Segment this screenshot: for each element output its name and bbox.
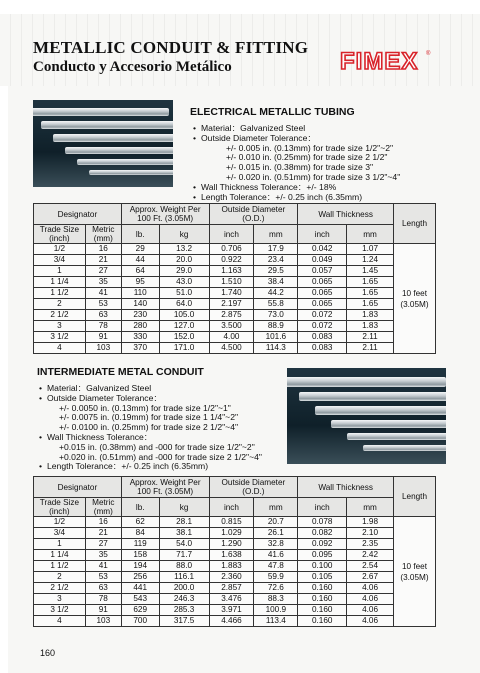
- table-row: [34, 321, 436, 332]
- pipe-image: [53, 134, 173, 142]
- cell-od-inch: 4.466: [209, 616, 254, 627]
- cell-od-inch: 1.638: [209, 550, 254, 561]
- cell-weight-kg: 88.0: [159, 561, 209, 572]
- cell-trade-size: 1/2: [34, 244, 86, 255]
- cell-weight-kg: 13.2: [159, 244, 209, 255]
- cell-od-mm: 113.4: [254, 616, 298, 627]
- cell-wall-inch: 0.065: [298, 299, 347, 310]
- cell-weight-kg: 29.0: [159, 266, 209, 277]
- cell-weight-kg: 28.1: [159, 517, 209, 528]
- emt-spec-list: [193, 124, 400, 202]
- cell-metric-size: 53: [85, 572, 121, 583]
- table-row: [34, 310, 436, 321]
- cell-od-mm: 38.4: [254, 277, 298, 288]
- table-row: [34, 583, 436, 594]
- cell-od-mm: 17.9: [254, 244, 298, 255]
- col-trade-size: Trade Size (inch): [34, 498, 86, 517]
- col-wall-mm: mm: [347, 225, 394, 244]
- cell-weight-lb: 194: [121, 561, 159, 572]
- cell-weight-lb: 158: [121, 550, 159, 561]
- cell-wall-inch: 0.078: [298, 517, 347, 528]
- cell-wall-mm: 2.11: [347, 343, 394, 354]
- cell-od-inch: 1.163: [209, 266, 254, 277]
- spec-sub-item: +0.020 in. (0.51mm) and -000 for trade size 2 1/2"~4": [59, 451, 262, 462]
- pipe-image: [331, 420, 446, 428]
- cell-weight-lb: 370: [121, 343, 159, 354]
- table-row: [34, 528, 436, 539]
- cell-weight-kg: 51.0: [159, 288, 209, 299]
- cell-wall-inch: 0.105: [298, 572, 347, 583]
- cell-od-inch: 1.029: [209, 528, 254, 539]
- cell-metric-size: 78: [85, 594, 121, 605]
- cell-weight-lb: 84: [121, 528, 159, 539]
- spec-bullet: • Outside Diameter Tolerance：: [39, 394, 262, 404]
- logo-registered-mark: ®: [426, 51, 431, 57]
- cell-wall-mm: 2.67: [347, 572, 394, 583]
- cell-od-mm: 100.9: [254, 605, 298, 616]
- cell-weight-kg: 64.0: [159, 299, 209, 310]
- col-length: Length: [393, 204, 435, 244]
- cell-metric-size: 63: [85, 583, 121, 594]
- cell-metric-size: 103: [85, 343, 121, 354]
- cell-weight-lb: 44: [121, 255, 159, 266]
- cell-weight-lb: 330: [121, 332, 159, 343]
- cell-wall-mm: 1.45: [347, 266, 394, 277]
- cell-wall-mm: 4.06: [347, 605, 394, 616]
- logo-text: FIMEX: [340, 48, 419, 73]
- table-row: [34, 605, 436, 616]
- cell-wall-mm: 1.65: [347, 288, 394, 299]
- cell-wall-inch: 0.083: [298, 332, 347, 343]
- emt-heading: ELECTRICAL METALLIC TUBING: [190, 106, 355, 118]
- table-row: [34, 244, 436, 255]
- col-lb: lb.: [121, 225, 159, 244]
- cell-trade-size: 3 1/2: [34, 332, 86, 343]
- cell-wall-mm: 2.42: [347, 550, 394, 561]
- cell-metric-size: 63: [85, 310, 121, 321]
- cell-wall-inch: 0.042: [298, 244, 347, 255]
- cell-od-inch: 2.857: [209, 583, 254, 594]
- cell-od-mm: 32.8: [254, 539, 298, 550]
- cell-weight-lb: 95: [121, 277, 159, 288]
- cell-od-mm: 20.7: [254, 517, 298, 528]
- cell-od-mm: 29.5: [254, 266, 298, 277]
- cell-wall-inch: 0.057: [298, 266, 347, 277]
- spec-bullet: • Wall Thickness Tolerance：: [39, 433, 262, 443]
- cell-weight-lb: 230: [121, 310, 159, 321]
- cell-od-mm: 55.8: [254, 299, 298, 310]
- cell-weight-lb: 700: [121, 616, 159, 627]
- col-metric: Metric (mm): [85, 225, 121, 244]
- cell-weight-kg: 71.7: [159, 550, 209, 561]
- pipe-image: [347, 433, 446, 440]
- cell-od-mm: 88.9: [254, 321, 298, 332]
- cell-weight-kg: 200.0: [159, 583, 209, 594]
- table-row: [34, 266, 436, 277]
- cell-od-inch: 2.197: [209, 299, 254, 310]
- col-kg: kg: [159, 498, 209, 517]
- col-weight: Approx. Weight Per 100 Ft. (3.05M): [121, 204, 209, 225]
- col-od-mm: mm: [254, 225, 298, 244]
- table-row: [34, 616, 436, 627]
- cell-od-inch: 4.00: [209, 332, 254, 343]
- cell-metric-size: 53: [85, 299, 121, 310]
- col-outside-diameter: Outside Diameter (O.D.): [209, 477, 298, 498]
- cell-trade-size: 3: [34, 321, 86, 332]
- spec-bullet: • Outside Diameter Tolerance：: [193, 134, 400, 144]
- cell-weight-kg: 246.3: [159, 594, 209, 605]
- cell-wall-mm: 1.24: [347, 255, 394, 266]
- cell-weight-kg: 43.0: [159, 277, 209, 288]
- cell-metric-size: 91: [85, 332, 121, 343]
- cell-od-inch: 3.476: [209, 594, 254, 605]
- cell-metric-size: 78: [85, 321, 121, 332]
- cell-od-mm: 47.8: [254, 561, 298, 572]
- cell-weight-kg: 20.0: [159, 255, 209, 266]
- cell-od-mm: 23.4: [254, 255, 298, 266]
- spec-sub-item: +/- 0.020 in. (0.51mm) for trade size 3 1/2"~4": [226, 171, 401, 182]
- col-wall-mm: mm: [347, 498, 394, 517]
- spec-bullet: • Length Tolerance：+/- 0.25 inch (6.35mm): [193, 193, 400, 203]
- cell-wall-inch: 0.160: [298, 583, 347, 594]
- cell-wall-mm: 1.65: [347, 277, 394, 288]
- table-row: [34, 550, 436, 561]
- cell-weight-kg: 105.0: [159, 310, 209, 321]
- emt-spec-table: [33, 203, 436, 354]
- cell-trade-size: 4: [34, 616, 86, 627]
- cell-trade-size: 3: [34, 594, 86, 605]
- pipe-image: [363, 445, 446, 451]
- cell-metric-size: 27: [85, 539, 121, 550]
- cell-trade-size: 2: [34, 299, 86, 310]
- cell-od-mm: 44.2: [254, 288, 298, 299]
- cell-trade-size: 1 1/4: [34, 277, 86, 288]
- pipe-image: [65, 147, 173, 154]
- cell-weight-lb: 64: [121, 266, 159, 277]
- cell-weight-kg: 54.0: [159, 539, 209, 550]
- col-outside-diameter: Outside Diameter (O.D.): [209, 204, 298, 225]
- cell-metric-size: 35: [85, 550, 121, 561]
- cell-wall-mm: 4.06: [347, 594, 394, 605]
- pipe-image: [33, 108, 169, 116]
- cell-wall-mm: 1.83: [347, 321, 394, 332]
- cell-trade-size: 1/2: [34, 517, 86, 528]
- cell-metric-size: 16: [85, 244, 121, 255]
- cell-od-inch: 1.510: [209, 277, 254, 288]
- cell-metric-size: 21: [85, 255, 121, 266]
- cell-od-mm: 88.3: [254, 594, 298, 605]
- cell-od-inch: 1.740: [209, 288, 254, 299]
- cell-wall-inch: 0.160: [298, 605, 347, 616]
- cell-od-inch: 0.922: [209, 255, 254, 266]
- cell-trade-size: 3/4: [34, 255, 86, 266]
- spec-bullet: • Wall Thickness Tolerance：+/- 18%: [193, 183, 400, 193]
- emt-photo: [33, 100, 173, 187]
- cell-od-inch: 2.875: [209, 310, 254, 321]
- cell-wall-mm: 2.54: [347, 561, 394, 572]
- pipe-image: [287, 377, 446, 387]
- cell-trade-size: 1: [34, 539, 86, 550]
- cell-wall-inch: 0.072: [298, 310, 347, 321]
- cell-wall-mm: 4.06: [347, 616, 394, 627]
- cell-wall-mm: 1.98: [347, 517, 394, 528]
- cell-weight-kg: 116.1: [159, 572, 209, 583]
- cell-weight-lb: 119: [121, 539, 159, 550]
- table-row: [34, 288, 436, 299]
- cell-trade-size: 3 1/2: [34, 605, 86, 616]
- spec-sub-item: +/- 0.015 in. (0.38mm) for trade size 3": [226, 162, 374, 173]
- cell-trade-size: 1: [34, 266, 86, 277]
- spec-bullet: • Length Tolerance：+/- 0.25 inch (6.35mm): [39, 462, 262, 472]
- col-designator: Designator: [34, 204, 122, 225]
- cell-od-inch: 0.815: [209, 517, 254, 528]
- table-row: [34, 255, 436, 266]
- cell-wall-inch: 0.082: [298, 528, 347, 539]
- spec-sub-item: +/- 0.0075 in. (0.19mm) for trade size 1 1/4"~2": [59, 412, 239, 423]
- table-row: [34, 343, 436, 354]
- table-row: [34, 539, 436, 550]
- cell-metric-size: 91: [85, 605, 121, 616]
- cell-weight-kg: 317.5: [159, 616, 209, 627]
- cell-weight-lb: 29: [121, 244, 159, 255]
- table-row: [34, 517, 436, 528]
- spec-sub-item: +0.015 in. (0.38mm) and -000 for trade size 1/2"~2": [59, 441, 255, 452]
- pipe-image: [299, 392, 446, 401]
- col-od-inch: inch: [209, 498, 254, 517]
- cell-trade-size: 2 1/2: [34, 310, 86, 321]
- imc-spec-table: [33, 476, 436, 627]
- cell-length: 10 feet (3.05M): [393, 244, 435, 354]
- spec-sub-item: +/- 0.010 in. (0.25mm) for trade size 2 1/2": [226, 152, 388, 163]
- cell-wall-mm: 4.06: [347, 583, 394, 594]
- cell-wall-mm: 2.35: [347, 539, 394, 550]
- cell-trade-size: 1 1/2: [34, 288, 86, 299]
- pipe-image: [41, 121, 173, 129]
- cell-od-mm: 73.0: [254, 310, 298, 321]
- cell-wall-inch: 0.065: [298, 288, 347, 299]
- cell-weight-lb: 256: [121, 572, 159, 583]
- col-wall-thickness: Wall Thickness: [298, 204, 394, 225]
- cell-od-mm: 101.6: [254, 332, 298, 343]
- cell-wall-inch: 0.092: [298, 539, 347, 550]
- col-od-mm: mm: [254, 498, 298, 517]
- cell-weight-lb: 110: [121, 288, 159, 299]
- cell-metric-size: 27: [85, 266, 121, 277]
- col-metric: Metric (mm): [85, 498, 121, 517]
- table-row: [34, 594, 436, 605]
- page-title: METALLIC CONDUIT & FITTING: [33, 38, 309, 57]
- col-kg: kg: [159, 225, 209, 244]
- imc-photo: [287, 368, 446, 464]
- cell-trade-size: 2: [34, 572, 86, 583]
- cell-od-inch: 3.500: [209, 321, 254, 332]
- cell-metric-size: 35: [85, 277, 121, 288]
- fimex-logo: [338, 47, 433, 73]
- cell-weight-lb: 441: [121, 583, 159, 594]
- cell-weight-lb: 280: [121, 321, 159, 332]
- page-subtitle: Conducto y Accesorio Metálico: [33, 59, 232, 75]
- pipe-image: [89, 170, 173, 175]
- cell-trade-size: 1 1/4: [34, 550, 86, 561]
- cell-length: 10 feet (3.05M): [393, 517, 435, 627]
- col-wall-thickness: Wall Thickness: [298, 477, 394, 498]
- col-trade-size: Trade Size (inch): [34, 225, 86, 244]
- spec-sub-item: +/- 0.0100 in. (0.25mm) for trade size 2 1/2"~4": [59, 422, 239, 433]
- cell-od-inch: 1.290: [209, 539, 254, 550]
- cell-wall-inch: 0.160: [298, 616, 347, 627]
- cell-trade-size: 4: [34, 343, 86, 354]
- cell-od-inch: 4.500: [209, 343, 254, 354]
- spec-sub-item: +/- 0.005 in. (0.13mm) for trade size 1/2"~2": [226, 142, 394, 153]
- cell-od-inch: 1.883: [209, 561, 254, 572]
- table-row: [34, 299, 436, 310]
- cell-trade-size: 1 1/2: [34, 561, 86, 572]
- cell-weight-lb: 543: [121, 594, 159, 605]
- cell-od-inch: 3.971: [209, 605, 254, 616]
- cell-weight-kg: 285.3: [159, 605, 209, 616]
- cell-od-mm: 41.6: [254, 550, 298, 561]
- pipe-image: [77, 159, 173, 165]
- cell-trade-size: 2 1/2: [34, 583, 86, 594]
- cell-weight-kg: 171.0: [159, 343, 209, 354]
- table-row: [34, 561, 436, 572]
- cell-wall-inch: 0.100: [298, 561, 347, 572]
- cell-wall-inch: 0.160: [298, 594, 347, 605]
- cell-metric-size: 21: [85, 528, 121, 539]
- spec-bullet: • Material：Galvanized Steel: [193, 124, 400, 134]
- cell-wall-inch: 0.072: [298, 321, 347, 332]
- cell-od-mm: 59.9: [254, 572, 298, 583]
- cell-od-mm: 26.1: [254, 528, 298, 539]
- cell-od-inch: 2.360: [209, 572, 254, 583]
- col-od-inch: inch: [209, 225, 254, 244]
- cell-wall-inch: 0.049: [298, 255, 347, 266]
- cell-wall-mm: 1.07: [347, 244, 394, 255]
- cell-weight-lb: 140: [121, 299, 159, 310]
- cell-metric-size: 16: [85, 517, 121, 528]
- cell-wall-inch: 0.065: [298, 277, 347, 288]
- col-designator: Designator: [34, 477, 122, 498]
- cell-wall-mm: 1.65: [347, 299, 394, 310]
- cell-weight-lb: 62: [121, 517, 159, 528]
- spec-bullet: • Material：Galvanized Steel: [39, 384, 262, 394]
- col-wall-inch: inch: [298, 225, 347, 244]
- cell-od-inch: 0.706: [209, 244, 254, 255]
- cell-wall-inch: 0.083: [298, 343, 347, 354]
- col-wall-inch: inch: [298, 498, 347, 517]
- col-length: Length: [393, 477, 435, 517]
- spec-sub-item: +/- 0.0050 in. (0.13mm) for trade size 1/2"~1": [59, 402, 231, 413]
- cell-wall-mm: 1.83: [347, 310, 394, 321]
- imc-heading: INTERMEDIATE METAL CONDUIT: [37, 366, 204, 378]
- cell-weight-lb: 629: [121, 605, 159, 616]
- left-margin-strip: [0, 86, 8, 673]
- page-number: 160: [40, 648, 56, 658]
- cell-od-mm: 72.6: [254, 583, 298, 594]
- table-row: [34, 572, 436, 583]
- imc-spec-list: [39, 384, 262, 472]
- cell-weight-kg: 38.1: [159, 528, 209, 539]
- cell-metric-size: 41: [85, 288, 121, 299]
- cell-wall-mm: 2.11: [347, 332, 394, 343]
- table-row: [34, 332, 436, 343]
- cell-weight-kg: 127.0: [159, 321, 209, 332]
- col-lb: lb.: [121, 498, 159, 517]
- cell-wall-inch: 0.095: [298, 550, 347, 561]
- cell-weight-kg: 152.0: [159, 332, 209, 343]
- cell-wall-mm: 2.10: [347, 528, 394, 539]
- top-band: [0, 0, 480, 14]
- cell-od-mm: 114.3: [254, 343, 298, 354]
- table-row: [34, 277, 436, 288]
- cell-metric-size: 41: [85, 561, 121, 572]
- pipe-image: [315, 406, 446, 415]
- cell-trade-size: 3/4: [34, 528, 86, 539]
- cell-metric-size: 103: [85, 616, 121, 627]
- col-weight: Approx. Weight Per 100 Ft. (3.05M): [121, 477, 209, 498]
